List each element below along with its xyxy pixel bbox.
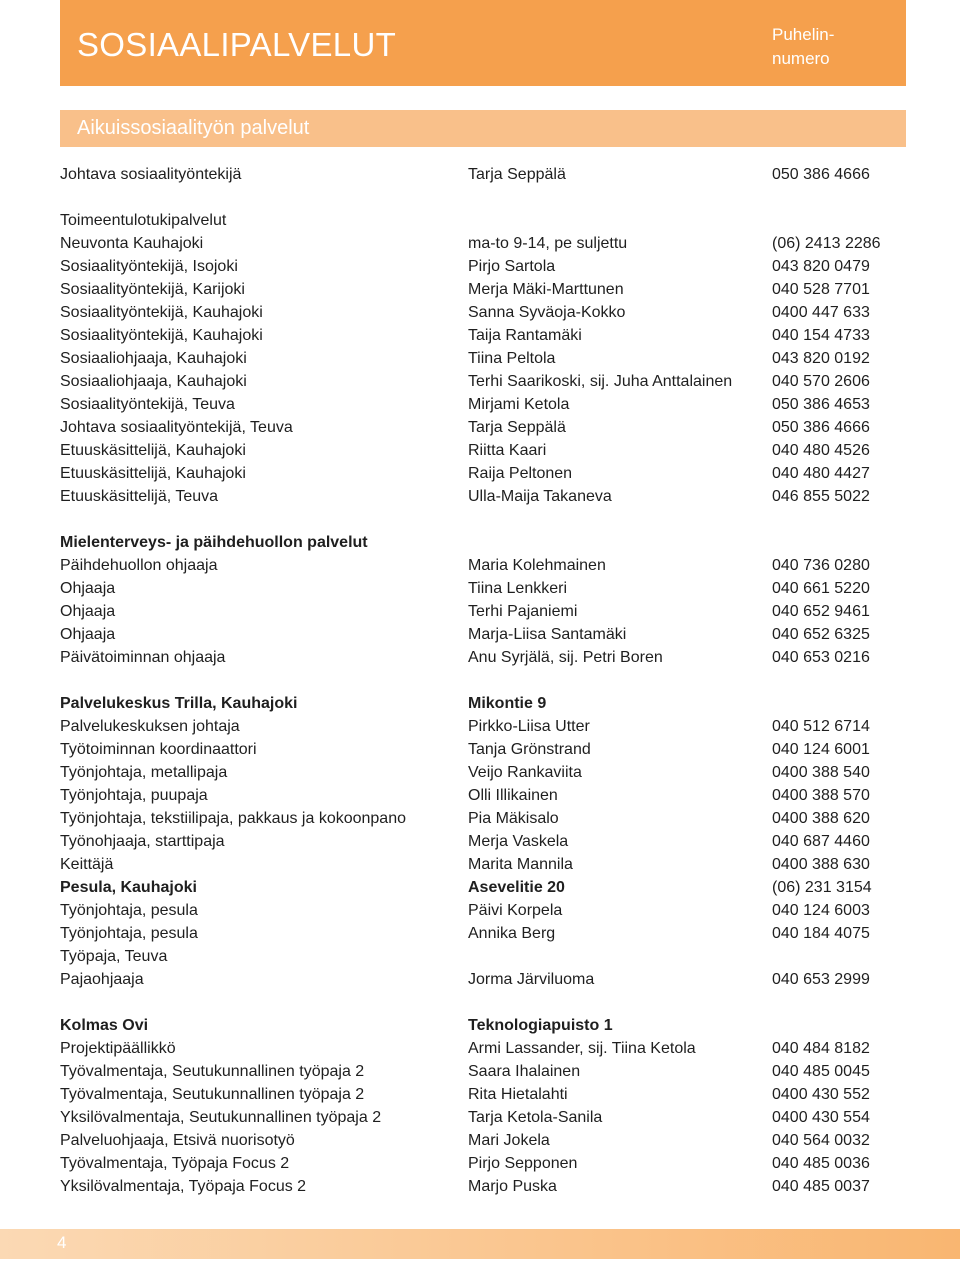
name-cell: Jorma Järviluoma xyxy=(468,971,595,988)
row-spacer xyxy=(60,669,906,692)
phone-cell: 050 386 4666 xyxy=(772,166,870,183)
name-cell: Raija Peltonen xyxy=(468,465,573,482)
directory-row xyxy=(60,485,906,508)
phone-cell: 0400 430 552 xyxy=(772,1086,870,1103)
phone-cell: (06) 231 3154 xyxy=(772,879,872,896)
directory-row xyxy=(60,554,906,577)
group-heading xyxy=(60,945,906,968)
role-cell: Työnjohtaja, metallipaja xyxy=(60,764,228,781)
name-cell: Marita Mannila xyxy=(468,856,573,873)
name-cell: Mari Jokela xyxy=(468,1132,550,1149)
page-title: SOSIAALIPALVELUT xyxy=(77,26,397,63)
directory-row xyxy=(60,922,906,945)
directory-row xyxy=(60,853,906,876)
role-cell: Työvalmentaja, Seutukunnallinen työpaja 2 xyxy=(60,1086,365,1103)
name-cell: Mirjami Ketola xyxy=(468,396,570,413)
phone-cell: 040 154 4733 xyxy=(772,327,870,344)
directory-row xyxy=(60,393,906,416)
page-header xyxy=(60,0,906,86)
name-cell: Tarja Seppälä xyxy=(468,419,566,436)
role-cell: Pajaohjaaja xyxy=(60,971,144,988)
directory-row xyxy=(60,761,906,784)
directory-row xyxy=(60,1152,906,1175)
group-heading xyxy=(60,876,906,899)
name-cell: Tiina Peltola xyxy=(468,350,556,367)
name-cell: Annika Berg xyxy=(468,925,556,942)
phone-cell: 040 687 4460 xyxy=(772,833,870,850)
group-heading xyxy=(60,209,906,232)
directory-row xyxy=(60,1037,906,1060)
role-cell: Yksilövalmentaja, Seutukunnallinen työpaja 2 xyxy=(60,1109,382,1126)
phone-cell: 040 484 8182 xyxy=(772,1040,870,1057)
role-cell: Työvalmentaja, Työpaja Focus 2 xyxy=(60,1155,290,1172)
name-cell: Anu Syrjälä, sij. Petri Boren xyxy=(468,649,663,666)
phone-cell: 0400 388 630 xyxy=(772,856,870,873)
directory-row xyxy=(60,715,906,738)
directory-row xyxy=(60,462,906,485)
directory-row xyxy=(60,899,906,922)
phone-cell: 040 653 2999 xyxy=(772,971,870,988)
name-cell: Rita Hietalahti xyxy=(468,1086,568,1103)
phone-cell: 040 512 6714 xyxy=(772,718,870,735)
directory-row xyxy=(60,968,906,991)
role-cell: Johtava sosiaalityöntekijä, Teuva xyxy=(60,419,293,436)
role-cell: Sosiaalityöntekijä, Karijoki xyxy=(60,281,245,298)
name-cell: Merja Vaskela xyxy=(468,833,569,850)
phone-cell: 050 386 4666 xyxy=(772,419,870,436)
directory-row xyxy=(60,577,906,600)
phone-cell: 040 653 0216 xyxy=(772,649,870,666)
name-cell: Sanna Syväoja-Kokko xyxy=(468,304,626,321)
directory-row xyxy=(60,600,906,623)
phone-cell: 040 564 0032 xyxy=(772,1132,870,1149)
role-cell: Työnjohtaja, puupaja xyxy=(60,787,208,804)
group-heading xyxy=(60,1014,906,1037)
phone-cell: 043 820 0479 xyxy=(772,258,870,275)
group-title: Pesula, Kauhajoki xyxy=(60,879,197,896)
phone-column-label: Puhelin- numero xyxy=(772,25,835,68)
directory-row xyxy=(60,163,906,186)
name-cell: Ulla-Maija Takaneva xyxy=(468,488,612,505)
group-heading xyxy=(60,531,906,554)
role-cell: Työnjohtaja, pesula xyxy=(60,925,198,942)
section-bar xyxy=(60,110,906,147)
role-cell: Sosiaalityöntekijä, Teuva xyxy=(60,396,235,413)
directory-row xyxy=(60,623,906,646)
role-cell: Työvalmentaja, Seutukunnallinen työpaja 2 xyxy=(60,1063,365,1080)
name-cell: Merja Mäki-Marttunen xyxy=(468,281,624,298)
directory-row xyxy=(60,232,906,255)
role-cell: Neuvonta Kauhajoki xyxy=(60,235,204,252)
phone-cell: 040 480 4427 xyxy=(772,465,870,482)
row-spacer xyxy=(60,508,906,531)
group-title: Toimeentulotukipalvelut xyxy=(60,212,227,229)
role-cell: Johtava sosiaalityöntekijä xyxy=(60,166,242,183)
directory-row xyxy=(60,255,906,278)
page-number: 4 xyxy=(57,1233,67,1252)
directory-row xyxy=(60,324,906,347)
group-title: Kolmas Ovi xyxy=(60,1017,149,1034)
directory-row xyxy=(60,646,906,669)
directory-list xyxy=(60,163,906,1198)
role-cell: Sosiaalityöntekijä, Kauhajoki xyxy=(60,327,263,344)
directory-row xyxy=(60,1175,906,1198)
directory-row xyxy=(60,738,906,761)
name-cell: Pirkko-Liisa Utter xyxy=(468,718,590,735)
role-cell: Sosiaalityöntekijä, Kauhajoki xyxy=(60,304,263,321)
phone-cell: 040 485 0045 xyxy=(772,1063,870,1080)
name-cell: Tiina Lenkkeri xyxy=(468,580,568,597)
phone-cell: 046 855 5022 xyxy=(772,488,870,505)
name-cell: Tarja Ketola-Sanila xyxy=(468,1109,603,1126)
directory-row xyxy=(60,1060,906,1083)
name-cell: Armi Lassander, sij. Tiina Ketola xyxy=(468,1040,696,1057)
directory-row xyxy=(60,439,906,462)
name-cell: Tarja Seppälä xyxy=(468,166,566,183)
group-address: Asevelitie 20 xyxy=(468,879,565,896)
name-cell: Pirjo Sepponen xyxy=(468,1155,578,1172)
name-cell: Maria Kolehmainen xyxy=(468,557,606,574)
directory-row xyxy=(60,301,906,324)
role-cell: Yksilövalmentaja, Työpaja Focus 2 xyxy=(60,1178,307,1195)
row-spacer xyxy=(60,991,906,1014)
phone-cell: 040 528 7701 xyxy=(772,281,870,298)
role-cell: Ohjaaja xyxy=(60,626,116,643)
group-address: Teknologiapuisto 1 xyxy=(468,1017,613,1034)
phone-cell: 040 652 6325 xyxy=(772,626,870,643)
name-cell: Terhi Pajaniemi xyxy=(468,603,578,620)
name-cell: Marja-Liisa Santamäki xyxy=(468,626,627,643)
phone-cell: 0400 447 633 xyxy=(772,304,870,321)
role-cell: Etuuskäsittelijä, Kauhajoki xyxy=(60,465,246,482)
phone-cell: 040 480 4526 xyxy=(772,442,870,459)
role-cell: Palvelukeskuksen johtaja xyxy=(60,718,240,735)
name-cell: Marjo Puska xyxy=(468,1178,557,1195)
name-cell: Pia Mäkisalo xyxy=(468,810,559,827)
role-cell: Sosiaaliohjaaja, Kauhajoki xyxy=(60,373,247,390)
role-cell: Keittäjä xyxy=(60,856,114,873)
phone-cell: 040 736 0280 xyxy=(772,557,870,574)
role-cell: Päivätoiminnan ohjaaja xyxy=(60,649,226,666)
role-cell: Työtoiminnan koordinaattori xyxy=(60,741,257,758)
role-cell: Etuuskäsittelijä, Kauhajoki xyxy=(60,442,246,459)
directory-row xyxy=(60,830,906,853)
directory-row xyxy=(60,1083,906,1106)
directory-row xyxy=(60,1106,906,1129)
name-cell: Olli Illikainen xyxy=(468,787,558,804)
role-cell: Palveluohjaaja, Etsivä nuorisotyö xyxy=(60,1132,295,1149)
name-cell: Veijo Rankaviita xyxy=(468,764,582,781)
role-cell: Ohjaaja xyxy=(60,603,116,620)
role-cell: Sosiaalityöntekijä, Isojoki xyxy=(60,258,238,275)
phone-cell: 040 124 6003 xyxy=(772,902,870,919)
group-title: Palvelukeskus Trilla, Kauhajoki xyxy=(60,695,298,712)
phone-cell: 043 820 0192 xyxy=(772,350,870,367)
section-title: Aikuissosiaalityön palvelut xyxy=(77,117,310,139)
role-cell: Työnohjaaja, starttipaja xyxy=(60,833,225,850)
role-cell: Sosiaaliohjaaja, Kauhajoki xyxy=(60,350,247,367)
directory-row xyxy=(60,416,906,439)
phone-cell: 050 386 4653 xyxy=(772,396,870,413)
directory-row xyxy=(60,278,906,301)
phone-cell: 0400 388 570 xyxy=(772,787,870,804)
role-cell: Päihdehuollon ohjaaja xyxy=(60,557,218,574)
role-cell: Projektipäällikkö xyxy=(60,1040,176,1057)
phone-cell: 040 184 4075 xyxy=(772,925,870,942)
phone-cell: (06) 2413 2286 xyxy=(772,235,881,252)
group-address: Mikontie 9 xyxy=(468,695,547,712)
directory-row xyxy=(60,347,906,370)
role-cell: Etuuskäsittelijä, Teuva xyxy=(60,488,219,505)
group-title: Työpaja, Teuva xyxy=(60,948,168,965)
phone-cell: 0400 388 620 xyxy=(772,810,870,827)
phone-cell: 040 485 0037 xyxy=(772,1178,870,1195)
page-footer xyxy=(0,1229,960,1259)
role-cell: Ohjaaja xyxy=(60,580,116,597)
name-cell: Tanja Grönstrand xyxy=(468,741,591,758)
name-cell: Taija Rantamäki xyxy=(468,327,582,344)
name-cell: Saara Ihalainen xyxy=(468,1063,581,1080)
role-cell: Työnjohtaja, pesula xyxy=(60,902,198,919)
directory-row xyxy=(60,370,906,393)
phone-cell: 040 661 5220 xyxy=(772,580,870,597)
phone-cell: 0400 430 554 xyxy=(772,1109,870,1126)
row-spacer xyxy=(60,186,906,209)
phone-cell: 040 124 6001 xyxy=(772,741,870,758)
name-cell: Päivi Korpela xyxy=(468,902,563,919)
phone-cell: 040 485 0036 xyxy=(772,1155,870,1172)
phone-cell: 040 570 2606 xyxy=(772,373,870,390)
name-cell: ma-to 9-14, pe suljettu xyxy=(468,235,628,252)
phone-cell: 040 652 9461 xyxy=(772,603,870,620)
directory-row xyxy=(60,1129,906,1152)
directory-row xyxy=(60,807,906,830)
name-cell: Riitta Kaari xyxy=(468,442,547,459)
directory-row xyxy=(60,784,906,807)
group-title: Mielenterveys- ja päihdehuollon palvelut xyxy=(60,534,368,551)
group-heading xyxy=(60,692,906,715)
phone-cell: 0400 388 540 xyxy=(772,764,870,781)
name-cell: Pirjo Sartola xyxy=(468,258,556,275)
name-cell: Terhi Saarikoski, sij. Juha Anttalainen xyxy=(468,373,733,390)
role-cell: Työnjohtaja, tekstiilipaja, pakkaus ja kokoonpano xyxy=(60,810,406,827)
